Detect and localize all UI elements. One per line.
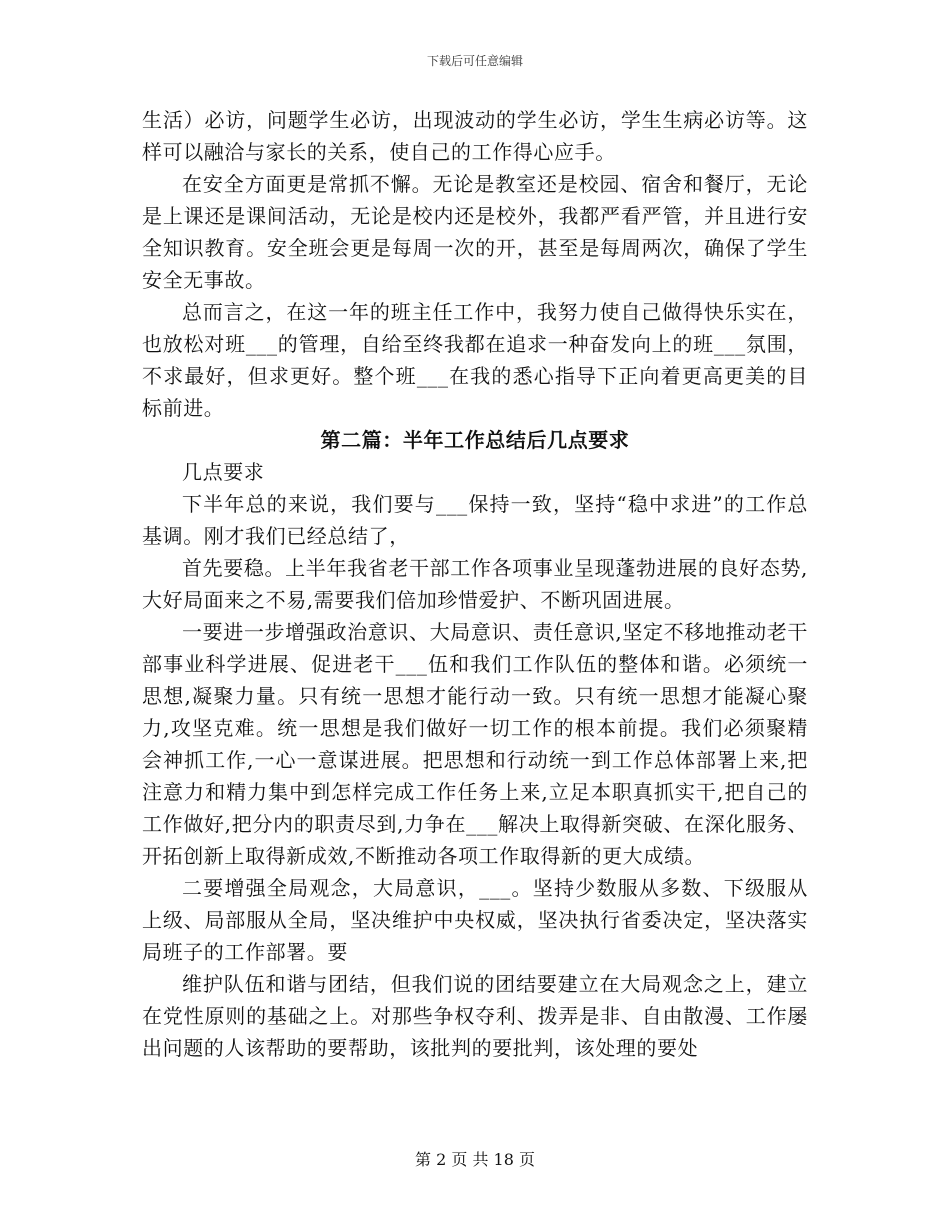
paragraph-4: 下半年总的来说，我们要与___保持一致，坚持“稳中求进”的工作总基调。刚才我们已经总结了，: [142, 492, 808, 548]
paragraph-6: 一要进一步增强政治意识、大局意识、责任意识,坚定不移地推动老干部事业科学进展、促进老干___伍和我们工作队伍的整体和谐。必须统一思想,凝聚力量。只有统一思想才能行动一致。只有统一思想才能凝心聚力,攻坚克难。统一思想是我们做好一切工作的根本前提。我们必须聚精会神抓工作,一心一意谋进展。把思想和行动统一到工作总体部署上来,把注意力和精力集中到怎样完成工作任务上来,立足本职真抓实干,把自己的工作做好,把分内的职责尽到,力争在___解决上取得新突破、在深化服务、开拓创新上取得新成效,不断推动各项工作取得新的更大成绩。: [142, 620, 808, 868]
paragraph-2: 在安全方面更是常抓不懈。无论是教室还是校园、宿舍和餐厅，无论是上课还是课间活动，无论是校内还是校外，我都严看严管，并且进行安全知识教育。安全班会更是每周一次的开，甚至是每周两次，确保了学生安全无事故。: [142, 172, 808, 292]
document-body: [142, 104, 808, 1064]
page-footer: 第 2 页 共 18 页: [415, 1150, 535, 1169]
paragraph-8: 维护队伍和谐与团结，但我们说的团结要建立在大局观念之上，建立在党性原则的基础之上。对那些争权夺利、拨弄是非、自由散漫、工作屡出问题的人该帮助的要帮助，该批判的要批判，该处理的要处: [142, 972, 808, 1060]
paragraph-3: 总而言之，在这一年的班主任工作中，我努力使自己做得快乐实在，也放松对班___的管理，自给至终我都在追求一种奋发向上的班___氛围，不求最好，但求更好。整个班___在我的悉心指导下正向着更高更美的目标前进。: [142, 300, 808, 420]
section-heading: 第二篇：半年工作总结后几点要求: [320, 428, 630, 452]
paragraph-5: 首先要稳。上半年我省老干部工作各项事业呈现蓬勃进展的良好态势,大好局面来之不易,需要我们倍加珍惜爱护、不断巩固进展。: [142, 556, 808, 612]
subheading: 几点要求: [182, 460, 265, 484]
paragraph-7: 二要增强全局观念，大局意识，___。坚持少数服从多数、下级服从上级、局部服从全局，坚决维护中央权威，坚决执行省委决定，坚决落实局班子的工作部署。要: [142, 876, 808, 964]
page-header: 下载后可任意编辑: [426, 54, 523, 68]
paragraph-1: 生活）必访，问题学生必访，出现波动的学生必访，学生生病必访等。这样可以融洽与家长的关系，使自己的工作得心应手。: [142, 108, 808, 164]
